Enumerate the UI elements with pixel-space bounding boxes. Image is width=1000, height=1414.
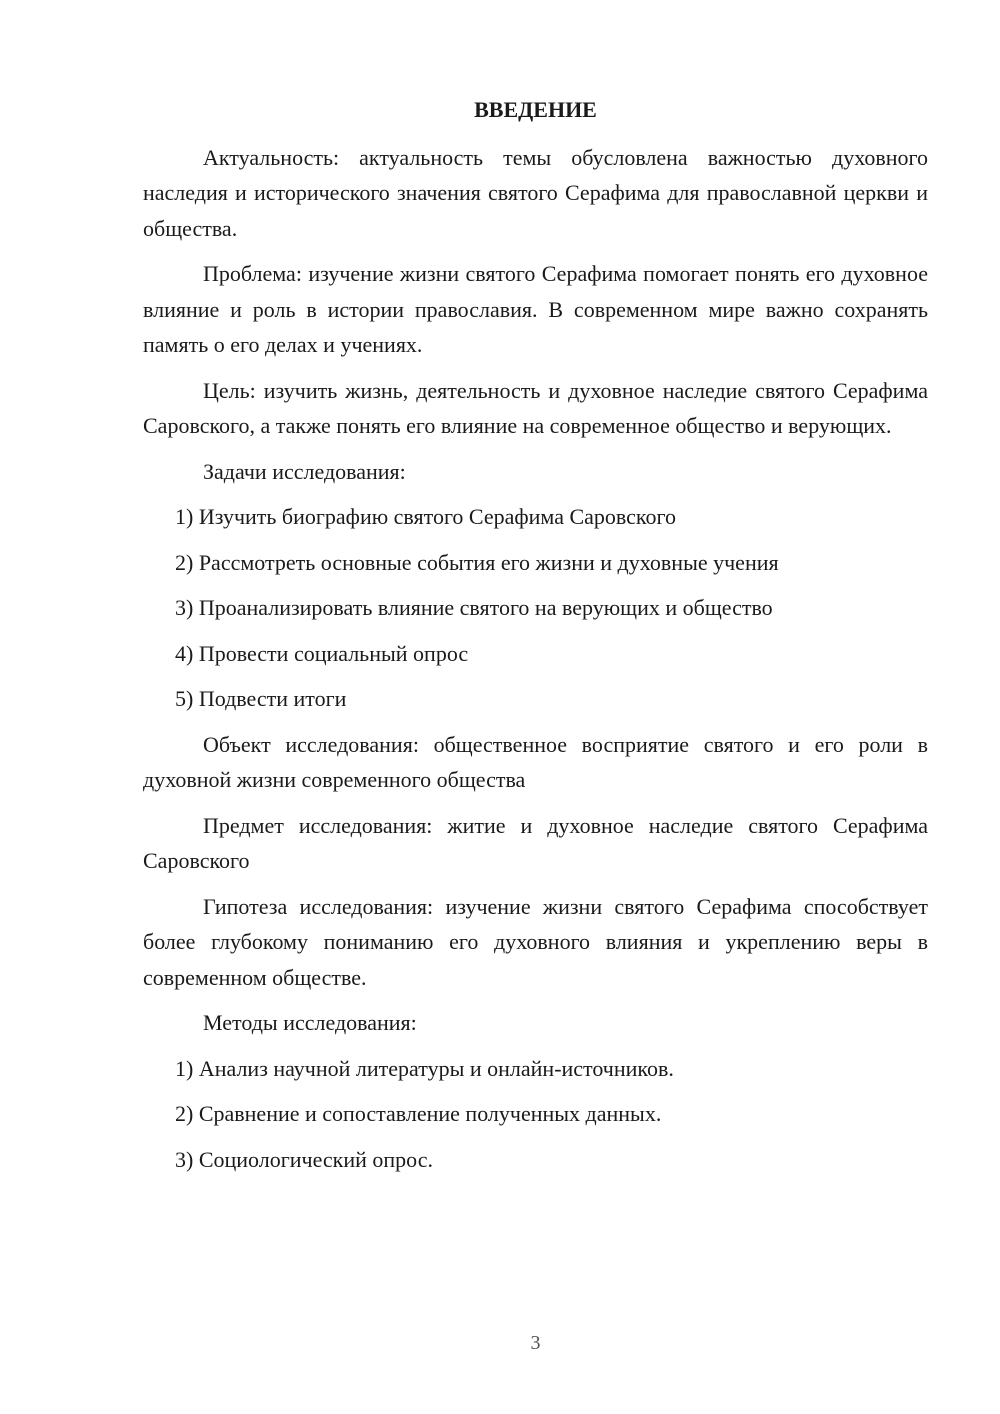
document-page — [143, 92, 928, 1187]
tasks-title: Задачи исследования: — [203, 458, 406, 484]
hypothesis-paragraph: Гипотеза исследования: изучение жизни святого Серафима способствует более глубокому пониманию его духовного влияния и укреплению веры в современном обществе. — [143, 893, 928, 990]
goal-paragraph: Цель: изучить жизнь, деятельность и духовное наследие святого Серафима Саровского, а также понять его влияние на современное общество и верующих. — [143, 377, 928, 438]
list-item: 3) Социологический опрос. — [175, 1146, 433, 1172]
subject-paragraph: Предмет исследования: житие и духовное наследие святого Серафима Саровского — [143, 812, 928, 873]
methods-list — [143, 1051, 928, 1178]
methods-title: Методы исследования: — [203, 1010, 417, 1035]
list-item: 3) Проанализировать влияние святого на верующих и общество — [175, 595, 773, 620]
list-item: 1) Анализ научной литературы и онлайн-источников. — [175, 1055, 674, 1081]
list-item: 1) Изучить биографию святого Серафима Саровского — [175, 504, 676, 529]
object-paragraph: Объект исследования: общественное восприятие святого и его роли в духовной жизни современного общества — [143, 731, 928, 792]
problem-paragraph: Проблема: изучение жизни святого Серафима помогает понять его духовное влияние и роль в истории православия. В современном мире важно сохранять память о его делах и учениях. — [143, 261, 928, 357]
list-item: 2) Рассмотреть основные события его жизни и духовные учения — [175, 549, 779, 575]
tasks-list — [143, 499, 928, 717]
list-item: 4) Провести социальный опрос — [175, 640, 469, 666]
page-title: ВВЕДЕНИЕ — [474, 97, 597, 122]
relevance-paragraph: Актуальность: актуальность темы обусловлена важностью духовного наследия и исторического значения святого Серафима для православной церкви и общества. — [143, 144, 928, 241]
list-item: 5) Подвести итоги — [175, 686, 347, 711]
page-number: 3 — [530, 1332, 541, 1354]
list-item: 2) Сравнение и сопоставление полученных данных. — [175, 1101, 662, 1126]
